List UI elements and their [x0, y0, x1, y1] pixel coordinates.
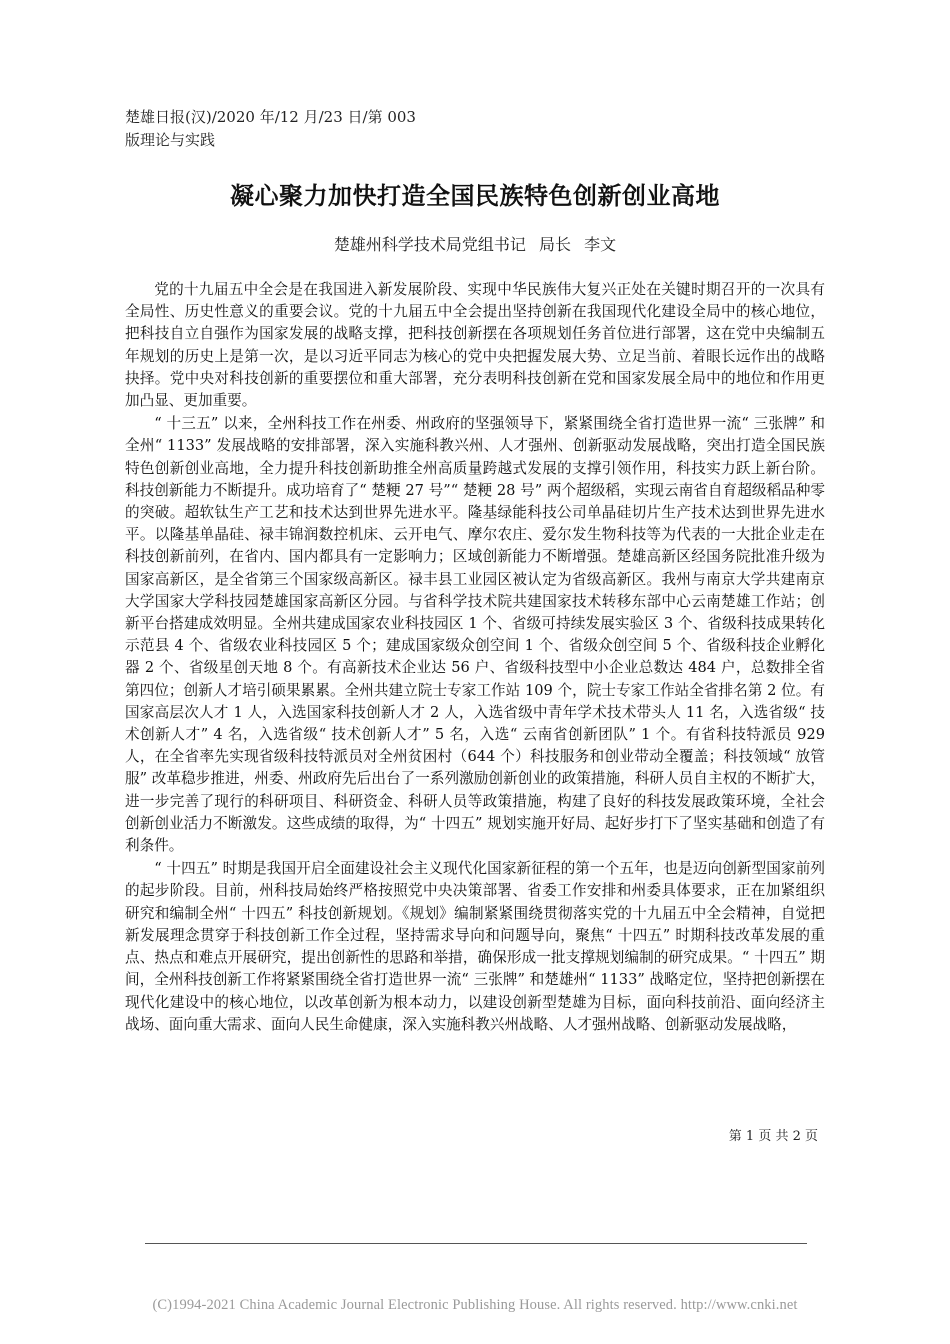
source-line: 楚雄日报(汉)/2020 年/12 月/23 日/第 003: [125, 108, 416, 126]
section-line: 版理论与实践: [125, 131, 216, 149]
article-body: [125, 279, 825, 1037]
footer-divider: [145, 1243, 807, 1244]
copyright-notice: (C)1994-2021 China Academic Journal Electronic Publishing House. All rights reserved. http://www.cnki.net: [152, 1297, 798, 1313]
page-indicator: 第 1 页 共 2 页: [728, 1129, 818, 1144]
paragraph: 党的十九届五中全会是在我国进入新发展阶段、实现中华民族伟大复兴正处在关键时期召开的一次具有全局性、历史性意义的重要会议。党的十九届五中全会提出坚持创新在我国现代化建设全局中的核心地位，把科技自立自强作为国家发展的战略支撑，把科技创新摆在各项规划任务首位进行部署，这在党中央编制五年规划的历史上是第一次，是以习近平同志为核心的党中央把握发展大势、立足当前、着眼长远作出的战略抉择。党中央对科技创新的重要摆位和重大部署，充分表明科技创新在党和国家发展全局中的地位和作用更加凸显、更加重要。: [125, 281, 825, 410]
paragraph: “ 十三五” 以来，全州科技工作在州委、州政府的坚强领导下，紧紧围绕全省打造世界一流“ 三张牌” 和全州“ 1133” 发展战略的安排部署，深入实施科教兴州、人才强州、创新驱动发展战略，突出打造全国民族特色创新创业高地，全力提升科技创新助推全州高质量跨越式发展的支撑引领作用，科技实力跃上新台阶。科技创新能力不断提升。成功培育了“ 楚粳 27 号”“ 楚粳 28 号” 两个超级稻，实现云南省自育超级稻品种零的突破。超软钛生产工艺和技术达到世界先进水平。隆基绿能科技公司单晶硅切片生产技术达到世界先进水平。以隆基单晶硅、禄丰锦润数控机床、云开电气、摩尔农庄、爱尔发生物科技等为代表的一大批企业走在科技创新前列，在省内、国内都具有一定影响力；区域创新能力不断增强。楚雄高新区经国务院批准升级为国家高新区，是全省第三个国家级高新区。禄丰县工业园区被认定为省级高新区。我州与南京大学共建南京大学国家大学科技园楚雄国家高新区分园。与省科学技术院共建国家技术转移东部中心云南楚雄工作站；创新平台搭建成效明显。全州共建成国家农业科技园区 1 个、省级可持续发展实验区 3 个、省级科技成果转化示范县 4 个、省级农业科技园区 5 个；建成国家级众创空间 1 个、省级众创空间 5 个、省级科技企业孵化器 2 个、省级星创天地 8 个。有高新技术企业达 56 户、省级科技型中小企业总数达 484 户，总数排全省第四位；创新人才培引硕果累累。全州共建立院士专家工作站 109 个，院士专家工作站全省排名第 2 位。有国家高层次人才 1 人，入选国家科技创新人才 2 人，入选省级中青年学术技术带头人 11 名，入选省级“ 技术创新人才” 4 名，入选省级“ 技术创新人才” 5 名，入选“ 云南省创新团队” 1 个。有省科技特派员 929 人，在全省率先实现省级科技特派员对全州贫困村（644 个）科技服务和创业带动全覆盖；科技领域“ 放管服” 改革稳步推进，州委、州政府先后出台了一系列激励创新创业的政策措施，科研人员自主权的不断扩大，进一步完善了现行的科研项目、科研资金、科研人员等政策措施，构建了良好的科技发展政策环境，全社会创新创业活力不断激发。这些成绩的取得，为“ 十四五” 规划实施开好局、起好步打下了坚实基础和创造了有利条件。: [125, 415, 825, 855]
paragraph: “ 十四五” 时期是我国开启全面建设社会主义现代化国家新征程的第一个五年，也是迈向创新型国家前列的起步阶段。目前，州科技局始终严格按照党中央决策部署、省委工作安排和州委具体要求，正在加紧组织研究和编制全州“ 十四五” 科技创新规划。《规划》编制紧紧围绕贯彻落实党的十九届五中全会精神，自觉把新发展理念贯穿于科技创新工作全过程，坚持需求导向和问题导向，聚焦“ 十四五” 时期科技改革发展的重点、热点和难点开展研究，提出创新性的思路和举措，确保形成一批支撑规划编制的研究成果。“ 十四五” 期间，全州科技创新工作将紧紧围绕全省打造世界一流“ 三张牌” 和楚雄州“ 1133” 战略定位，坚持把创新摆在现代化建设中的核心地位，以改革创新为根本动力，以建设创新型楚雄为目标，面向科技前沿、面向经济主战场、面向重大需求、面向人民生命健康，深入实施科教兴州战略、人才强州战略、创新驱动发展战略，: [125, 860, 825, 1033]
article-title: 凝心聚力加快打造全国民族特色创新创业高地: [230, 182, 720, 210]
author-line: 楚雄州科学技术局党组书记 局长 李文: [333, 235, 617, 254]
document-header: [125, 106, 416, 152]
